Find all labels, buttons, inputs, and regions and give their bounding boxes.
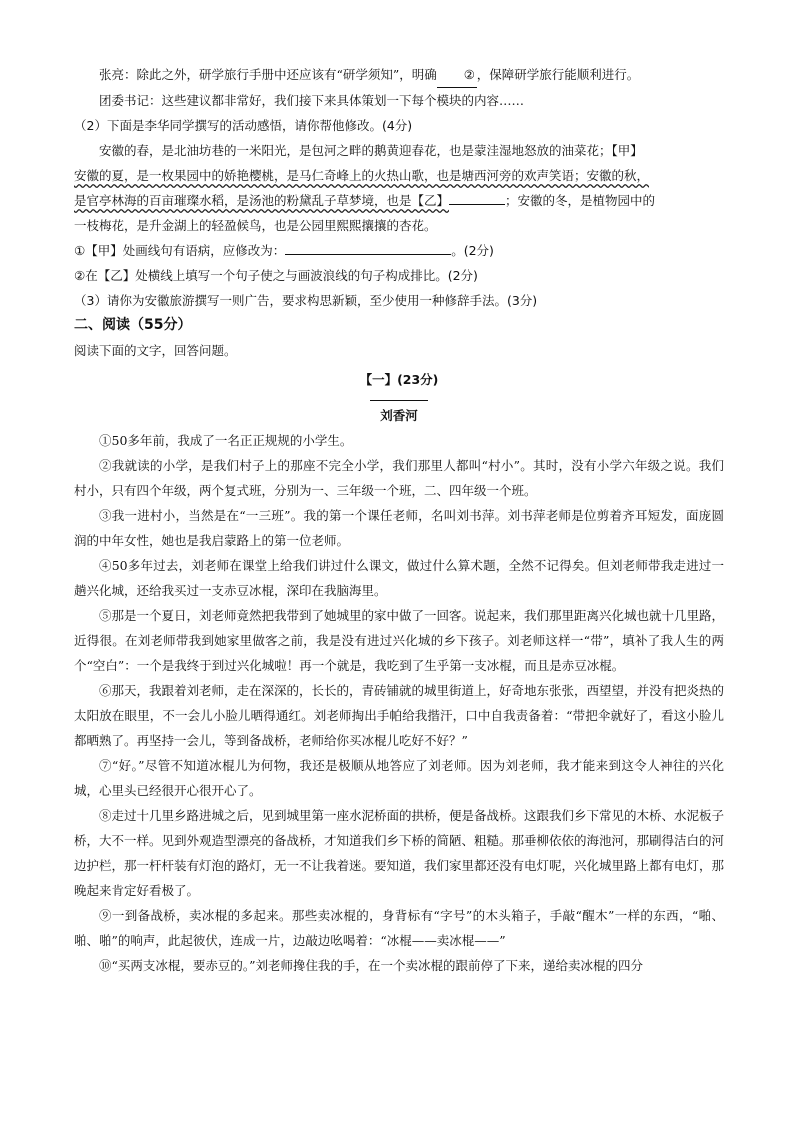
dialogue-text: 张亮：除此之外，研学旅行手册中还应该有“研学须知”，明确 — [99, 67, 437, 82]
question-3: （3）请你为安徽旅游撰写一则广告，要求构思新颖，至少使用一种修辞手法。(3分) — [74, 293, 538, 308]
paragraph-5: ⑤那是一个夏日，刘老师竟然把我带到了她城里的家中做了一回客。说起来，我们那里距离兴化城也就十几里路，近得很。在刘老师带我到她家里做客之前，我是没有进过兴化城的乡下孩子。刘老师这样一“带”，填补了我人生的两个“空白”：一个是我终于到过兴化城啦！再一个就是，我吃到了生乎第一支冰棍，而且是赤豆冰棍。 — [74, 608, 725, 673]
question-2: （2）下面是李华同学撰写的活动感悟，请你帮他修改。(4分) — [74, 118, 413, 133]
document-page — [74, 62, 724, 978]
paragraph-2: ②我就读的小学，是我们村子上的那座不完全小学，我们那里人都叫“村小”。其时，没有小学六年级之说。我们村小，只有四个年级，两个复式班，分别为一、三年级一个班，二、四年级一个班。 — [74, 458, 724, 498]
paragraph-6: ⑥那天，我跟着刘老师，走在深深的，长长的，青砖铺就的城里街道上，好奇地东张张，西望望，并没有把炎热的太阳放在眼里，不一会儿小脸儿晒得通红。刘老师掏出手帕给我揩汗，口中自我责备着：“带把伞就好了，看这小脸儿都晒熟了。再坚持一会儿，等到备战桥，老师给你买冰棍儿吃好不好？” — [74, 683, 725, 748]
paragraph-4: ④50多年过去，刘老师在课堂上给我们讲过什么课文，做过什么算术题，全然不记得矣。但刘老师带我走进过一趟兴化城，还给我买过一支赤豆冰棍，深印在我脑海里。 — [74, 558, 724, 598]
essay-line-2 — [74, 163, 724, 188]
title-blank-line[interactable] — [370, 400, 428, 401]
question-2-1-score: 。(2分) — [451, 243, 494, 258]
paragraph-10: ⑩“买两支冰棍，要赤豆的。”刘老师搀住我的手，在一个卖冰棍的跟前停了下来，递给卖冰棍的四分 — [99, 958, 644, 973]
essay-underlined-sentence: 安徽的夏，是一枚果园中的娇艳樱桃，是马仁奇峰上的火热山歌，也是塘西河旁的欢声笑语；安徽的秋， — [74, 168, 650, 183]
paragraph-7: ⑦“好。”尽管不知道冰棍儿为何物，我还是极顺从地答应了刘老师。因为刘老师，我才能来到这令人神往的兴化城，心里头已经很开心很开心了。 — [74, 758, 724, 798]
paragraph-9: ⑨一到备战桥，卖冰棍的多起来。那些卖冰棍的，身背标有“字号”的木头箱子，手敲“醒木”一样的东西，“啪、啪、啪”的响声，此起彼伏，连成一片，边敲边吆喝着：“冰棍——卖冰棍——” — [74, 908, 724, 948]
reading-instruction: 阅读下面的文字，回答问题。 — [74, 343, 237, 358]
dialogue-zhangliang — [74, 62, 724, 88]
paragraph-8: ⑧走过十几里乡路进城之后，见到城里第一座水泥桥面的拱桥，便是备战桥。这跟我们乡下常见的木桥、水泥板子桥，大不一样。见到外观造型漂亮的备战桥，才知道我们乡下桥的简陋、粗糙。那垂柳依依的海池河，那刷得洁白的河边护栏，那一杆杆装有灯泡的路灯，无一不让我着迷。要知道，我们家里都还没有电灯呢，兴化城里路上都有电灯，那晚起来肯定好看极了。 — [74, 808, 725, 898]
part-heading: 【一】(23分) — [359, 372, 439, 387]
dialogue-secretary: 团委书记：这些建议都非常好，我们接下来具体策划一下每个模块的内容…… — [99, 93, 525, 108]
paragraph-3: ③我一进村小，当然是在“一三班”。我的第一个课任老师，名叫刘书萍。刘书萍老师是位剪着齐耳短发，面庞圆润的中年女性，她也是我启蒙路上的第一位老师。 — [74, 508, 724, 548]
essay-line-4: 一枝梅花，是升金湖上的轻盈候鸟，也是公园里熙熙攘攘的杏花。 — [74, 218, 437, 233]
essay-line-1: 安徽的春，是北油坊巷的一米阳光，是包河之畔的鹅黄迎春花，也是蒙洼湿地怒放的油菜花；【甲】 — [99, 143, 643, 158]
answer-blank-yi[interactable] — [449, 190, 505, 205]
question-2-2: ②在【乙】处横线上填写一个句子使之与画波浪线的句子构成排比。(2分) — [74, 268, 478, 283]
essay-line-3-end: ；安徽的冬，是植物园中的 — [505, 193, 656, 208]
essay-line-3 — [74, 188, 724, 213]
paragraph-1: ①50多年前，我成了一名正正规规的小学生。 — [99, 433, 353, 448]
question-2-1-text: ①【甲】处画线句有语病，应修改为： — [74, 243, 286, 258]
author-name: 刘香河 — [380, 408, 418, 423]
answer-blank-2[interactable]: ② — [437, 62, 477, 88]
section-heading: 二、阅读（55分） — [74, 317, 192, 333]
dialogue-text-end: ，保障研学旅行能顺利进行。 — [476, 67, 640, 82]
question-2-1 — [74, 238, 724, 263]
answer-blank-jia[interactable] — [285, 240, 451, 255]
essay-wavy-sentence: 是官亭林海的百亩璀璨水稻，是汤池的粉黛乱子草梦境，也是【乙】 — [74, 193, 450, 208]
